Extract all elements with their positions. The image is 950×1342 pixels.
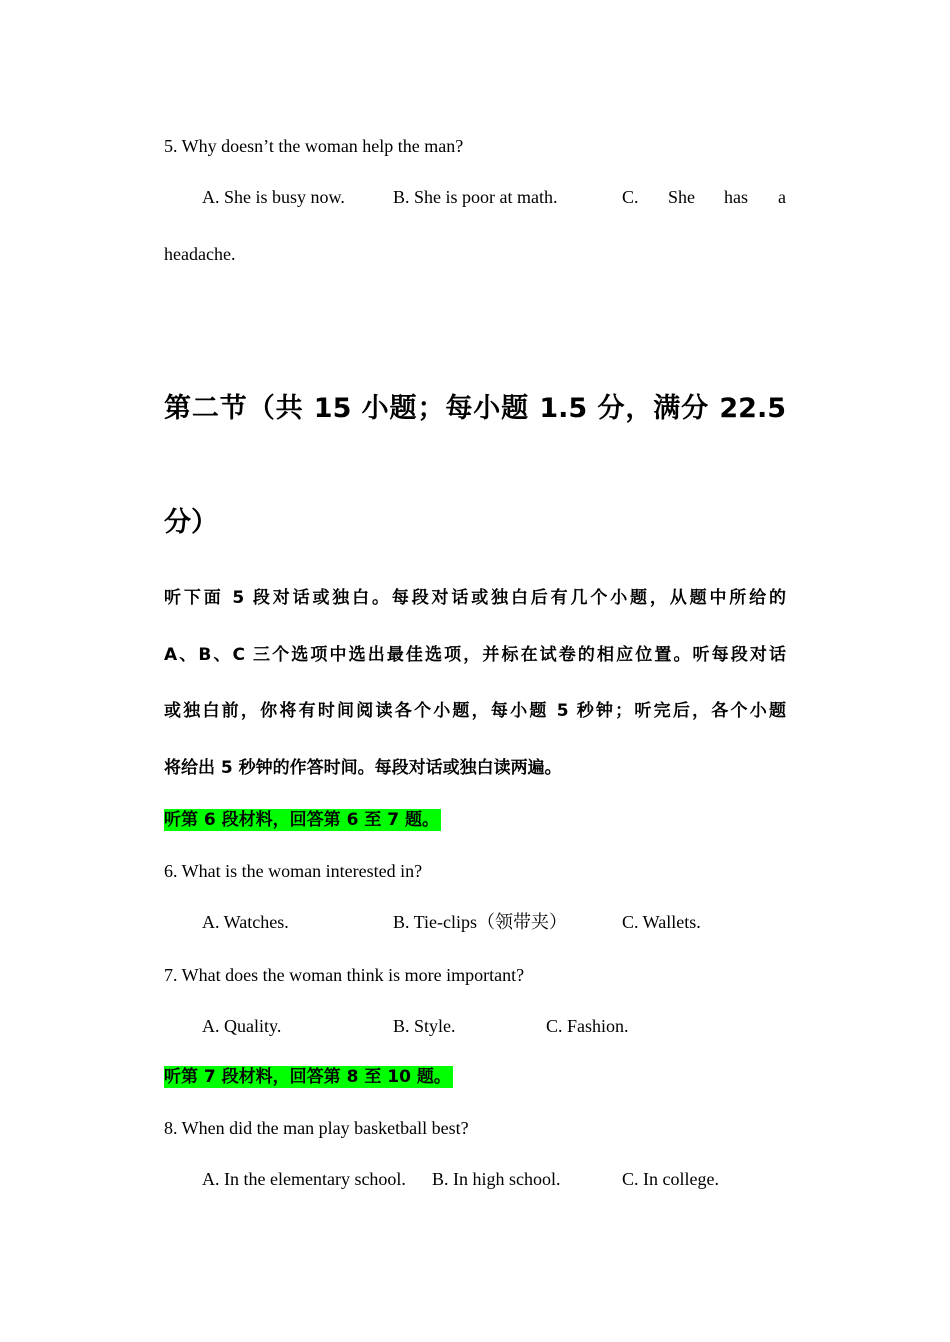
q5-option-a: A. She is busy now.: [202, 187, 345, 207]
section-title-line-1: 第二节（共 15 小题；每小题 1.5 分，满分 22.5: [164, 393, 786, 424]
passage-6-label: 听第 6 段材料，回答第 6 至 7 题。: [164, 810, 439, 830]
instruction-line-3: 或独白前，你将有时间阅读各个小题，每小题 5 秒钟；听完后，各个小题: [164, 701, 786, 721]
instruction-line-1: 听下面 5 段对话或独白。每段对话或独白后有几个小题，从题中所给的: [164, 588, 786, 608]
instruction-line-4: 将给出 5 秒钟的作答时间。每段对话或独白读两遍。: [164, 758, 562, 778]
q8-option-c: C. In college.: [622, 1169, 719, 1189]
question-7: 7. What does the woman think is more important?: [164, 965, 525, 985]
q8-option-b: B. In high school.: [432, 1169, 561, 1189]
q5-option-c-label: C.: [622, 187, 639, 207]
q5-option-b: B. She is poor at math.: [393, 187, 558, 207]
question-6: 6. What is the woman interested in?: [164, 861, 423, 881]
q5-option-c-word-3: a: [778, 187, 786, 207]
q6-option-c: C. Wallets.: [622, 912, 701, 932]
q5-option-c-word-1: She: [668, 187, 695, 207]
q7-option-b: B. Style.: [393, 1016, 456, 1036]
q5-option-c-continued: headache.: [164, 244, 236, 264]
q6-option-b: B. Tie-clips（领带夹）: [393, 912, 568, 932]
q5-option-c-word-2: has: [724, 187, 748, 207]
section-title-line-2: 分）: [164, 507, 218, 538]
question-8: 8. When did the man play basketball best?: [164, 1118, 469, 1138]
q7-option-c: C. Fashion.: [546, 1016, 629, 1036]
q6-option-a: A. Watches.: [202, 912, 289, 932]
q7-option-a: A. Quality.: [202, 1016, 282, 1036]
question-5: 5. Why doesn’t the woman help the man?: [164, 136, 464, 156]
q8-option-a: A. In the elementary school.: [202, 1169, 406, 1189]
passage-7-label: 听第 7 段材料，回答第 8 至 10 题。: [164, 1067, 451, 1087]
instruction-line-2: A、B、C 三个选项中选出最佳选项，并标在试卷的相应位置。听每段对话: [164, 645, 786, 665]
